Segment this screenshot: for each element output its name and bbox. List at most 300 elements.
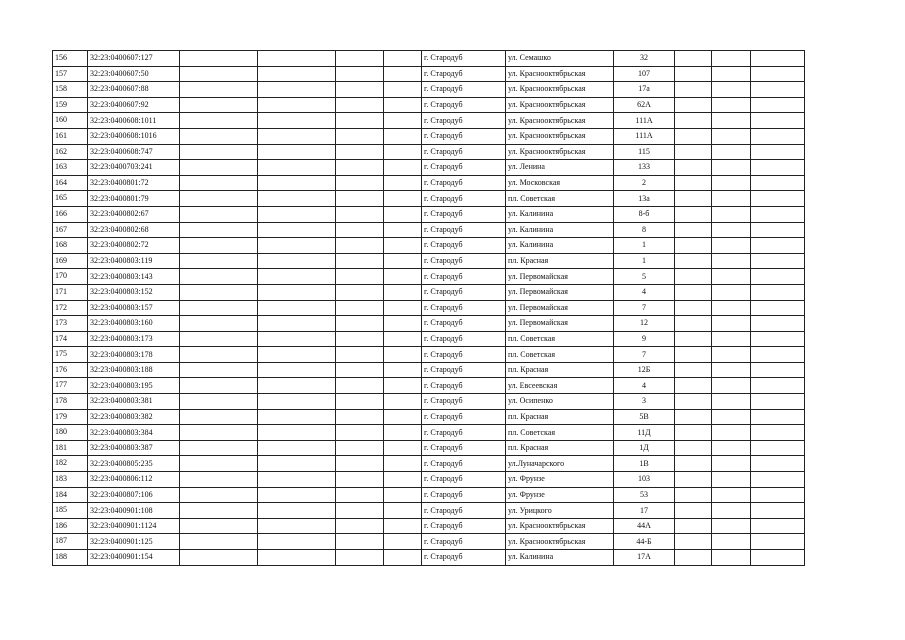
street-cell: ул. Калинина [506, 222, 614, 238]
empty-cell [336, 362, 384, 378]
empty-cell [384, 82, 422, 98]
street-cell: ул. Ленина [506, 160, 614, 176]
empty-cell [751, 394, 805, 410]
table-row [53, 425, 805, 441]
cadastral-number-cell: 32:23:0400803:119 [88, 253, 180, 269]
empty-cell [384, 97, 422, 113]
house-number-cell: 7 [614, 300, 675, 316]
empty-cell [180, 472, 258, 488]
empty-cell [258, 394, 336, 410]
empty-cell [258, 284, 336, 300]
street-cell: пл. Советская [506, 191, 614, 207]
house-number-cell: 1 [614, 253, 675, 269]
table-row [53, 238, 805, 254]
empty-cell [712, 284, 751, 300]
empty-cell [180, 82, 258, 98]
table-row [53, 362, 805, 378]
table-row [53, 191, 805, 207]
empty-cell [675, 440, 712, 456]
cadastral-number-cell: 32:23:0400802:68 [88, 222, 180, 238]
empty-cell [384, 503, 422, 519]
empty-cell [336, 82, 384, 98]
cadastral-number-cell: 32:23:0400801:79 [88, 191, 180, 207]
empty-cell [180, 128, 258, 144]
empty-cell [258, 66, 336, 82]
empty-cell [751, 66, 805, 82]
empty-cell [336, 284, 384, 300]
empty-cell [751, 425, 805, 441]
empty-cell [336, 425, 384, 441]
empty-cell [258, 347, 336, 363]
cadastral-number-cell: 32:23:0400607:127 [88, 51, 180, 67]
empty-cell [712, 175, 751, 191]
empty-cell [712, 253, 751, 269]
row-number-cell: 166 [53, 206, 88, 222]
cadastral-number-cell: 32:23:0400803:387 [88, 440, 180, 456]
empty-cell [180, 362, 258, 378]
empty-cell [180, 269, 258, 285]
empty-cell [384, 472, 422, 488]
empty-cell [712, 550, 751, 566]
empty-cell [675, 97, 712, 113]
house-number-cell: 115 [614, 144, 675, 160]
house-number-cell: 12 [614, 316, 675, 332]
city-cell: г. Стародуб [422, 238, 506, 254]
empty-cell [336, 238, 384, 254]
empty-cell [675, 253, 712, 269]
empty-cell [384, 160, 422, 176]
empty-cell [258, 331, 336, 347]
row-number-cell: 185 [53, 503, 88, 519]
row-number-cell: 171 [53, 284, 88, 300]
registry-table [52, 50, 805, 566]
row-number-cell: 184 [53, 487, 88, 503]
empty-cell [384, 206, 422, 222]
empty-cell [712, 409, 751, 425]
street-cell: ул. Первомайская [506, 300, 614, 316]
empty-cell [751, 331, 805, 347]
house-number-cell: 4 [614, 378, 675, 394]
empty-cell [180, 456, 258, 472]
empty-cell [712, 51, 751, 67]
empty-cell [258, 487, 336, 503]
city-cell: г. Стародуб [422, 472, 506, 488]
empty-cell [675, 347, 712, 363]
street-cell: ул. Краснооктябрьская [506, 113, 614, 129]
empty-cell [258, 269, 336, 285]
street-cell: пл. Красная [506, 440, 614, 456]
row-number-cell: 175 [53, 347, 88, 363]
empty-cell [180, 191, 258, 207]
street-cell: пл. Красная [506, 409, 614, 425]
row-number-cell: 180 [53, 425, 88, 441]
empty-cell [258, 362, 336, 378]
empty-cell [712, 191, 751, 207]
empty-cell [751, 113, 805, 129]
table-row [53, 300, 805, 316]
empty-cell [751, 487, 805, 503]
table-row [53, 487, 805, 503]
street-cell: ул. Калинина [506, 206, 614, 222]
empty-cell [751, 51, 805, 67]
empty-cell [675, 316, 712, 332]
house-number-cell: 17 [614, 503, 675, 519]
empty-cell [258, 472, 336, 488]
empty-cell [384, 487, 422, 503]
empty-cell [336, 113, 384, 129]
table-row [53, 284, 805, 300]
empty-cell [751, 191, 805, 207]
empty-cell [258, 128, 336, 144]
street-cell: ул. Московская [506, 175, 614, 191]
empty-cell [712, 222, 751, 238]
empty-cell [258, 175, 336, 191]
empty-cell [180, 440, 258, 456]
row-number-cell: 183 [53, 472, 88, 488]
cadastral-number-cell: 32:23:0400803:188 [88, 362, 180, 378]
empty-cell [258, 238, 336, 254]
empty-cell [258, 97, 336, 113]
empty-cell [258, 300, 336, 316]
row-number-cell: 159 [53, 97, 88, 113]
table-row [53, 144, 805, 160]
house-number-cell: 9 [614, 331, 675, 347]
cadastral-number-cell: 32:23:0400803:143 [88, 269, 180, 285]
empty-cell [751, 503, 805, 519]
empty-cell [336, 51, 384, 67]
empty-cell [258, 253, 336, 269]
empty-cell [336, 518, 384, 534]
house-number-cell: 2 [614, 175, 675, 191]
empty-cell [180, 316, 258, 332]
empty-cell [751, 97, 805, 113]
cadastral-number-cell: 32:23:0400901:154 [88, 550, 180, 566]
empty-cell [712, 487, 751, 503]
city-cell: г. Стародуб [422, 128, 506, 144]
table-row [53, 97, 805, 113]
empty-cell [751, 534, 805, 550]
house-number-cell: 3 [614, 394, 675, 410]
city-cell: г. Стародуб [422, 425, 506, 441]
empty-cell [751, 144, 805, 160]
empty-cell [384, 425, 422, 441]
cadastral-number-cell: 32:23:0400801:72 [88, 175, 180, 191]
table-row [53, 472, 805, 488]
cadastral-number-cell: 32:23:0400608:747 [88, 144, 180, 160]
empty-cell [675, 113, 712, 129]
city-cell: г. Стародуб [422, 191, 506, 207]
street-cell: пл. Советская [506, 331, 614, 347]
empty-cell [336, 316, 384, 332]
empty-cell [675, 550, 712, 566]
table-row [53, 113, 805, 129]
table-row [53, 534, 805, 550]
table-row [53, 550, 805, 566]
empty-cell [258, 378, 336, 394]
empty-cell [675, 487, 712, 503]
empty-cell [384, 300, 422, 316]
empty-cell [336, 394, 384, 410]
empty-cell [258, 534, 336, 550]
empty-cell [258, 518, 336, 534]
row-number-cell: 176 [53, 362, 88, 378]
house-number-cell: 4 [614, 284, 675, 300]
empty-cell [712, 144, 751, 160]
empty-cell [336, 300, 384, 316]
house-number-cell: 17а [614, 82, 675, 98]
table-row [53, 128, 805, 144]
empty-cell [258, 440, 336, 456]
empty-cell [180, 66, 258, 82]
empty-cell [675, 456, 712, 472]
empty-cell [751, 206, 805, 222]
empty-cell [712, 394, 751, 410]
row-number-cell: 182 [53, 456, 88, 472]
row-number-cell: 181 [53, 440, 88, 456]
empty-cell [712, 347, 751, 363]
empty-cell [336, 456, 384, 472]
empty-cell [675, 66, 712, 82]
cadastral-number-cell: 32:23:0400803:178 [88, 347, 180, 363]
row-number-cell: 157 [53, 66, 88, 82]
house-number-cell: 133 [614, 160, 675, 176]
empty-cell [751, 253, 805, 269]
empty-cell [675, 222, 712, 238]
row-number-cell: 160 [53, 113, 88, 129]
empty-cell [180, 160, 258, 176]
city-cell: г. Стародуб [422, 440, 506, 456]
row-number-cell: 187 [53, 534, 88, 550]
empty-cell [180, 425, 258, 441]
empty-cell [180, 550, 258, 566]
table-row [53, 253, 805, 269]
empty-cell [751, 316, 805, 332]
empty-cell [751, 456, 805, 472]
empty-cell [675, 503, 712, 519]
table-row [53, 206, 805, 222]
empty-cell [180, 97, 258, 113]
city-cell: г. Стародуб [422, 51, 506, 67]
cadastral-number-cell: 32:23:0400806:112 [88, 472, 180, 488]
street-cell: ул. Краснооктябрьская [506, 534, 614, 550]
table-row [53, 66, 805, 82]
empty-cell [751, 472, 805, 488]
empty-cell [751, 269, 805, 285]
cadastral-number-cell: 32:23:0400807:106 [88, 487, 180, 503]
empty-cell [675, 82, 712, 98]
street-cell: ул. Урицкого [506, 503, 614, 519]
empty-cell [180, 518, 258, 534]
empty-cell [675, 472, 712, 488]
cadastral-number-cell: 32:23:0400607:92 [88, 97, 180, 113]
cadastral-number-cell: 32:23:0400608:1011 [88, 113, 180, 129]
house-number-cell: 107 [614, 66, 675, 82]
empty-cell [258, 550, 336, 566]
house-number-cell: 8 [614, 222, 675, 238]
empty-cell [712, 160, 751, 176]
street-cell: ул. Калинина [506, 550, 614, 566]
cadastral-number-cell: 32:23:0400803:173 [88, 331, 180, 347]
empty-cell [258, 206, 336, 222]
empty-cell [384, 113, 422, 129]
empty-cell [384, 518, 422, 534]
empty-cell [180, 238, 258, 254]
empty-cell [336, 503, 384, 519]
empty-cell [336, 409, 384, 425]
empty-cell [712, 472, 751, 488]
house-number-cell: 62А [614, 97, 675, 113]
table-row [53, 160, 805, 176]
row-number-cell: 158 [53, 82, 88, 98]
empty-cell [180, 206, 258, 222]
empty-cell [180, 534, 258, 550]
house-number-cell: 13а [614, 191, 675, 207]
street-cell: ул. Калинина [506, 238, 614, 254]
empty-cell [336, 331, 384, 347]
empty-cell [384, 316, 422, 332]
cadastral-number-cell: 32:23:0400803:157 [88, 300, 180, 316]
row-number-cell: 174 [53, 331, 88, 347]
empty-cell [751, 300, 805, 316]
house-number-cell: 111А [614, 128, 675, 144]
empty-cell [180, 284, 258, 300]
cadastral-number-cell: 32:23:0400607:50 [88, 66, 180, 82]
street-cell: пл. Советская [506, 425, 614, 441]
empty-cell [384, 331, 422, 347]
city-cell: г. Стародуб [422, 160, 506, 176]
table-row [53, 456, 805, 472]
city-cell: г. Стародуб [422, 456, 506, 472]
table-row [53, 394, 805, 410]
empty-cell [384, 51, 422, 67]
house-number-cell: 12Б [614, 362, 675, 378]
empty-cell [336, 128, 384, 144]
table-row [53, 51, 805, 67]
house-number-cell: 1 [614, 238, 675, 254]
empty-cell [751, 409, 805, 425]
city-cell: г. Стародуб [422, 331, 506, 347]
cadastral-number-cell: 32:23:0400803:382 [88, 409, 180, 425]
house-number-cell: 8-б [614, 206, 675, 222]
empty-cell [712, 503, 751, 519]
empty-cell [384, 238, 422, 254]
cadastral-number-cell: 32:23:0400901:125 [88, 534, 180, 550]
cadastral-number-cell: 32:23:0400805:235 [88, 456, 180, 472]
empty-cell [675, 534, 712, 550]
city-cell: г. Стародуб [422, 300, 506, 316]
empty-cell [675, 191, 712, 207]
cadastral-number-cell: 32:23:0400802:67 [88, 206, 180, 222]
empty-cell [180, 222, 258, 238]
table-row [53, 518, 805, 534]
empty-cell [712, 316, 751, 332]
empty-cell [336, 550, 384, 566]
empty-cell [712, 440, 751, 456]
street-cell: ул. Первомайская [506, 316, 614, 332]
empty-cell [336, 534, 384, 550]
empty-cell [675, 378, 712, 394]
empty-cell [180, 300, 258, 316]
house-number-cell: 1В [614, 456, 675, 472]
empty-cell [384, 362, 422, 378]
empty-cell [336, 144, 384, 160]
empty-cell [384, 128, 422, 144]
empty-cell [258, 456, 336, 472]
street-cell: ул. Семашко [506, 51, 614, 67]
row-number-cell: 178 [53, 394, 88, 410]
cadastral-number-cell: 32:23:0400901:108 [88, 503, 180, 519]
house-number-cell: 103 [614, 472, 675, 488]
table-row [53, 82, 805, 98]
city-cell: г. Стародуб [422, 534, 506, 550]
street-cell: ул. Краснооктябрьская [506, 518, 614, 534]
empty-cell [675, 238, 712, 254]
empty-cell [675, 284, 712, 300]
empty-cell [675, 409, 712, 425]
city-cell: г. Стародуб [422, 284, 506, 300]
empty-cell [751, 440, 805, 456]
empty-cell [675, 425, 712, 441]
city-cell: г. Стародуб [422, 394, 506, 410]
cadastral-number-cell: 32:23:0400607:88 [88, 82, 180, 98]
empty-cell [180, 331, 258, 347]
table-row [53, 378, 805, 394]
city-cell: г. Стародуб [422, 144, 506, 160]
empty-cell [384, 378, 422, 394]
row-number-cell: 172 [53, 300, 88, 316]
row-number-cell: 169 [53, 253, 88, 269]
empty-cell [712, 238, 751, 254]
empty-cell [258, 503, 336, 519]
empty-cell [336, 97, 384, 113]
city-cell: г. Стародуб [422, 97, 506, 113]
empty-cell [384, 534, 422, 550]
empty-cell [336, 160, 384, 176]
empty-cell [675, 51, 712, 67]
empty-cell [336, 206, 384, 222]
city-cell: г. Стародуб [422, 175, 506, 191]
row-number-cell: 156 [53, 51, 88, 67]
row-number-cell: 163 [53, 160, 88, 176]
street-cell: ул. Краснооктябрьская [506, 66, 614, 82]
empty-cell [712, 300, 751, 316]
empty-cell [258, 222, 336, 238]
street-cell: ул. Евсеевская [506, 378, 614, 394]
empty-cell [180, 347, 258, 363]
empty-cell [751, 284, 805, 300]
empty-cell [675, 128, 712, 144]
empty-cell [751, 378, 805, 394]
city-cell: г. Стародуб [422, 487, 506, 503]
street-cell: ул. Краснооктябрьская [506, 144, 614, 160]
empty-cell [180, 51, 258, 67]
empty-cell [751, 82, 805, 98]
cadastral-number-cell: 32:23:0400803:160 [88, 316, 180, 332]
empty-cell [180, 113, 258, 129]
empty-cell [180, 409, 258, 425]
row-number-cell: 165 [53, 191, 88, 207]
city-cell: г. Стародуб [422, 409, 506, 425]
empty-cell [258, 160, 336, 176]
row-number-cell: 170 [53, 269, 88, 285]
empty-cell [675, 175, 712, 191]
city-cell: г. Стародуб [422, 253, 506, 269]
empty-cell [712, 66, 751, 82]
street-cell: пл. Красная [506, 362, 614, 378]
street-cell: ул. Краснооктябрьская [506, 82, 614, 98]
empty-cell [675, 160, 712, 176]
city-cell: г. Стародуб [422, 550, 506, 566]
